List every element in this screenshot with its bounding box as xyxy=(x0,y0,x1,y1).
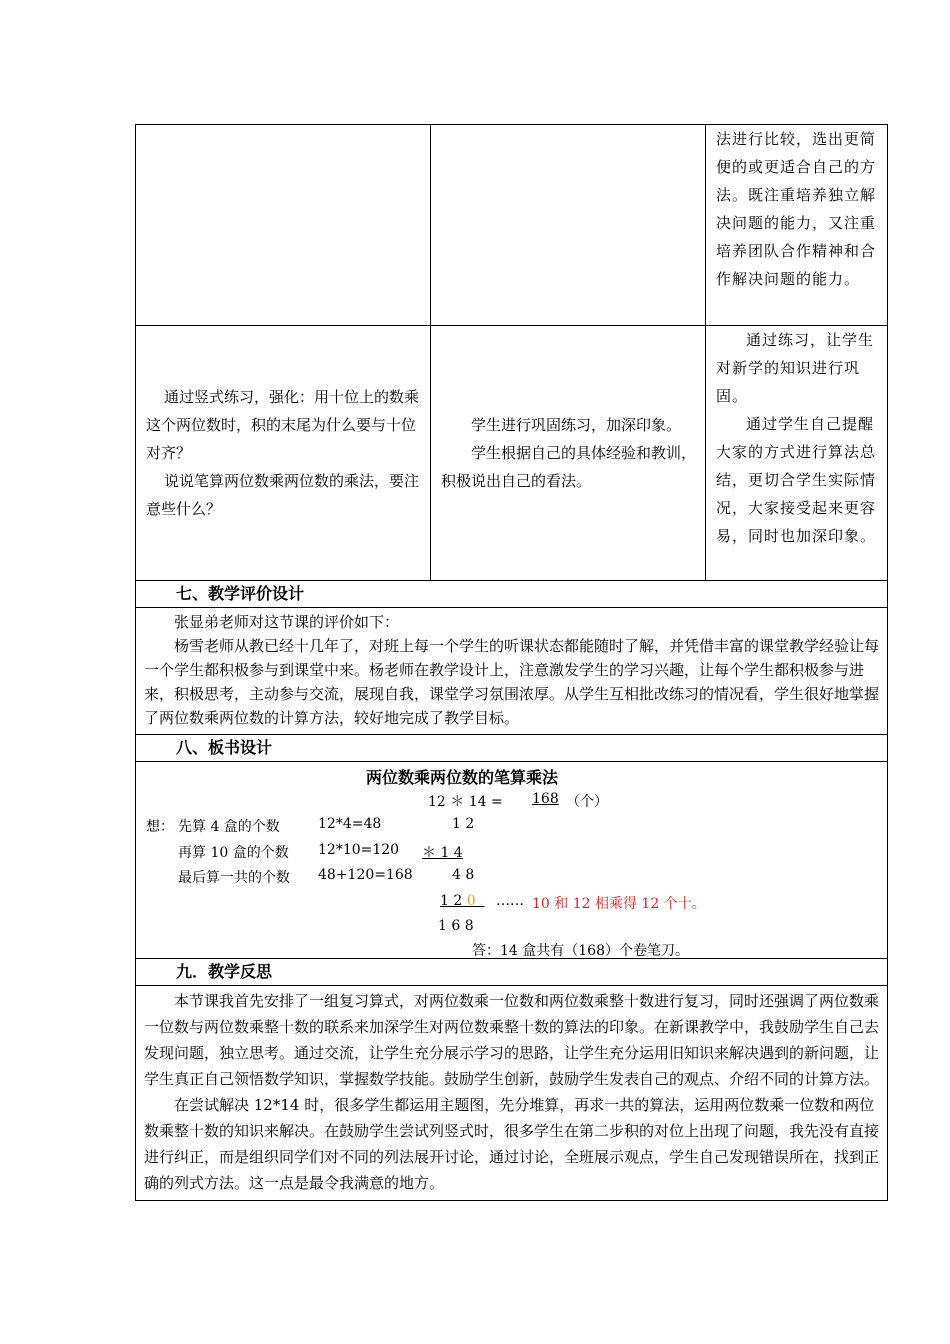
table-row xyxy=(136,608,888,735)
teacher-activity-cell xyxy=(136,326,431,581)
equation-answer: 168 xyxy=(532,791,559,807)
section9-heading: 九．教学反思 xyxy=(136,959,888,986)
step1-calc: 12*4=48 xyxy=(318,816,382,832)
step2-calc: 12*10=120 xyxy=(318,842,400,858)
section7-body xyxy=(136,608,888,735)
section9-p1: 本节课我首先安排了一组复习算式，对两位数乘一位数和两位数乘整十数进行复习，同时还强调了两位数乘一位数与两位数乘整十数的联系来加深学生对两位数乘整十数的算法的印象。在新课教学中，我鼓励学生自己去发现问题，独立思考。通过交流，让学生充分展示学习的思路，让学生充分运用旧知识来解决遇到的新问题，让学生真正自己领悟数学知识，掌握数学技能。鼓励学生创新，鼓励学生发表自己的观点、介绍不同的计算方法。 xyxy=(144,992,880,1088)
ellipsis: …… xyxy=(496,893,524,909)
table-row xyxy=(136,125,888,326)
board-design xyxy=(136,762,887,958)
table-row xyxy=(136,959,888,986)
note-red: 10 和 12 相乘得 12 个十。 xyxy=(532,896,706,912)
student-activity-p1: 学生进行巩固练习，加深印象。 xyxy=(471,416,682,434)
table-row xyxy=(136,581,888,608)
design-intent-cell-2 xyxy=(706,326,888,581)
table-row xyxy=(136,762,888,959)
equation-unit: （个） xyxy=(566,794,608,810)
step3-text: 最后算一共的个数 xyxy=(178,870,290,886)
vertical-line-3: 4 8 xyxy=(452,867,475,883)
design-intent-p1: 通过练习，让学生对新学的知识进行巩固。 xyxy=(716,331,875,405)
student-activity-p2: 学生根据自己的具体经验和教训，积极说出自己的看法。 xyxy=(441,444,697,490)
teacher-activity-p1: 通过竖式练习，强化：用十位上的数乘这个两位数时，积的末尾为什么要与十位对齐？ xyxy=(146,388,420,462)
student-activity-cell xyxy=(431,326,706,581)
teacher-activity-p2: 说说笔算两位数乘两位数的乘法，要注意些什么？ xyxy=(146,472,420,518)
section9-body xyxy=(136,986,888,1201)
section9-p2: 在尝试解决 12*14 时，很多学生都运用主题图，先分堆算，再求一共的算法，运用两位数乘一位数和两位数乘整十数的知识来解决。在鼓励学生尝试列竖式时，很多学生在第二步积的对位上出现了问题，我先没有直接进行纠正，而是组织同学们对不同的列法展开讨论，通过讨论，全班展示观点，学生自己发现错误所在，找到正确的列式方法。这一点是最令我满意的地方。 xyxy=(144,1096,880,1192)
step1-text: 先算 4 盒的个数 xyxy=(178,819,280,835)
board-answer: 答：14 盒共有（168）个卷笔刀。 xyxy=(472,943,689,959)
equation-left: 12 ＊ 14 = xyxy=(428,794,503,810)
lesson-table xyxy=(135,124,888,1201)
vertical-line-4 xyxy=(422,893,485,909)
placeholder-zero: 0 xyxy=(466,893,476,909)
design-intent-text: 法进行比较，选出更简便的或更适合自己的方法。既注重培养独立解决问题的能力，又注重培养团队合作精神和合作解决问题的能力。 xyxy=(716,130,877,288)
design-intent-cell xyxy=(706,125,888,326)
table-row xyxy=(136,986,888,1201)
cell-empty-left xyxy=(136,125,431,326)
vertical-line-5: 1 6 8 xyxy=(438,918,474,934)
vertical-line-4-digits: 1 2 xyxy=(440,893,463,909)
section7-p1: 张显弟老师对这节课的评价如下： xyxy=(174,613,400,631)
board-design-cell xyxy=(136,762,888,959)
cell-empty-middle xyxy=(431,125,706,326)
table-row xyxy=(136,326,888,581)
step2-text: 再算 10 盒的个数 xyxy=(178,845,289,861)
think-label: 想： xyxy=(146,819,174,835)
vertical-line-1: 1 2 xyxy=(452,816,475,832)
table-row xyxy=(136,735,888,762)
board-title: 两位数乘两位数的笔算乘法 xyxy=(366,768,559,787)
vertical-line-2: ＊ 1 4 xyxy=(422,845,463,861)
section7-heading: 七、教学评价设计 xyxy=(136,581,888,608)
step3-calc: 48+120=168 xyxy=(318,867,413,883)
design-intent-p2: 通过学生自己提醒大家的方式进行算法总结，更切合学生实际情况，大家接受起来更容易，同时也加深印象。 xyxy=(716,415,877,545)
section7-p2: 杨雪老师从教已经十几年了，对班上每一个学生的听课状态都能随时了解，并凭借丰富的课堂教学经验让每一个学生都积极参与到课堂中来。杨老师在教学设计上，注意激发学生的学习兴趣，让每个学生都积极参与进来，积极思考，主动参与交流，展现自我，课堂学习氛围浓厚。从学生互相批改练习的情况看，学生很好地掌握了两位数乘两位数的计算方法，较好地完成了教学目标。 xyxy=(144,637,880,727)
section8-heading: 八、板书设计 xyxy=(136,735,888,762)
